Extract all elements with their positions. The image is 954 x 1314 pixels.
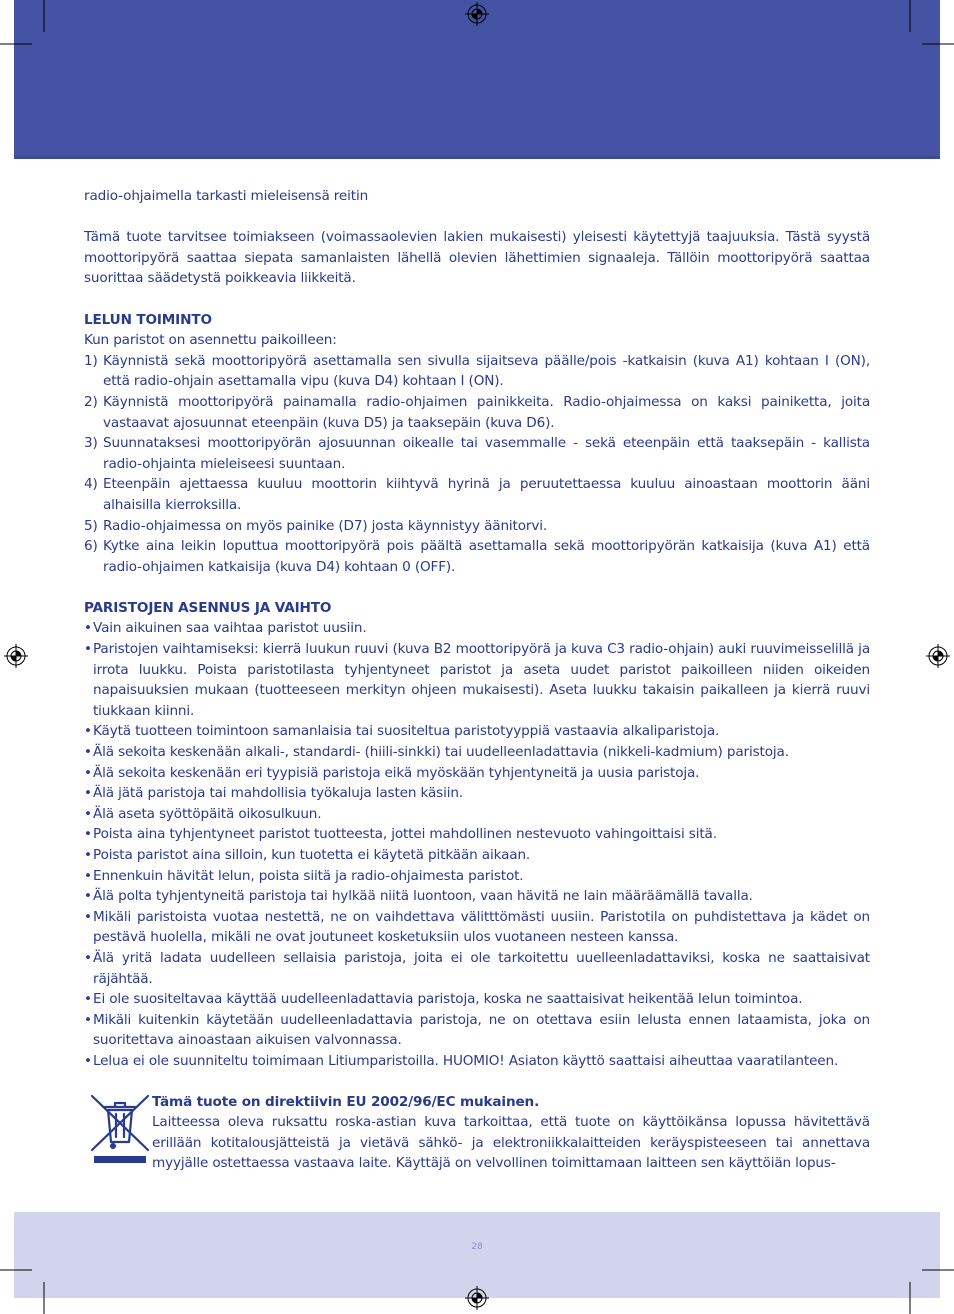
operation-step bbox=[84, 516, 870, 537]
battery-bullet: • Vain aikuinen saa vaihtaa paristot uusiin. bbox=[84, 618, 870, 639]
registration-mark-icon bbox=[465, 2, 489, 26]
operation-lead: Kun paristot on asennettu paikoilleen: bbox=[84, 332, 337, 349]
battery-bullet: • Ei ole suositeltavaa käyttää uudelleenladattavia paristoja, koska ne saattaisivat heikentää lelun toimintoa. bbox=[84, 989, 870, 1010]
battery-bullet: • Ennenkuin hävität lelun, poista siitä ja radio-ohjaimesta paristot. bbox=[84, 866, 870, 887]
step-number: 2) bbox=[84, 393, 98, 410]
operation-heading: LELUN TOIMINTO bbox=[84, 311, 212, 328]
step-text: Käynnistä sekä moottoripyörä asettamalla sen sivulla sijaitseva päälle/pois -katkaisin (kuva A1) kohtaan I (ON), että radio-ohjain asettamalla vipu (kuva D4) kohtaan I (ON). bbox=[103, 352, 870, 390]
battery-bullet: • Älä polta tyhjentyneitä paristoja tai hylkää niitä luontoon, vaan hävitä ne lain määräämällä tavalla. bbox=[84, 886, 870, 907]
registration-mark-icon bbox=[926, 644, 950, 668]
step-number: 3) bbox=[84, 435, 98, 452]
battery-bullet: • Lelua ei ole suunniteltu toimimaan Litiumparistoilla. HUOMIO! Asiaton käyttö saattaisi aiheuttaa vaaratilanteen. bbox=[84, 1051, 870, 1072]
operation-steps bbox=[84, 351, 870, 578]
battery-bullet: • Älä sekoita keskenään alkali-, standardi- (hiili-sinkki) tai uudelleenladattavia (nikkeli-kadmium) paristoja. bbox=[84, 742, 870, 763]
weee-text: Laitteessa oleva ruksattu roska-astian kuva tarkoittaa, että tuote on käyttöikänsa lopussa hävitettävä erillään kotitalousjätteistä ja vietävä sähkö- ja elektroniikkalaitteiden keräyspisteeseen tai annettava myyjälle ostettaessa vastaava laite. Käyttäjä on velvollinen toimittamaan laitteen sen käyttöiän lopus- bbox=[152, 1114, 870, 1172]
weee-heading: Tämä tuote on direktiivin EU 2002/96/EC mukainen. bbox=[152, 1093, 540, 1110]
page-number: 28 bbox=[471, 1242, 483, 1252]
operation-step bbox=[84, 392, 870, 433]
battery-bullet: • Mikäli kuitenkin käytetään uudelleenladattavia paristoja, ne on otettava esiin lelusta ennen lataamista, joka on suoritettava ainoastaan aikuisen valvonnassa. bbox=[84, 1010, 870, 1051]
battery-bullet: • Älä sekoita keskenään eri tyypisiä paristoja eikä myöskään tyhjentyneitä ja uusia paristoja. bbox=[84, 763, 870, 784]
step-text: Radio-ohjaimessa on myös painike (D7) josta käynnistyy äänitorvi. bbox=[103, 517, 548, 534]
battery-bullet: • Älä aseta syöttöpäitä oikosulkuun. bbox=[84, 804, 870, 825]
registration-mark-icon bbox=[465, 1286, 489, 1310]
step-number: 4) bbox=[84, 476, 98, 493]
batteries-heading: PARISTOJEN ASENNUS JA VAIHTO bbox=[84, 599, 332, 616]
step-text: Eteenpäin ajettaessa kuuluu moottorin kiihtyvä hyrinä ja peruutettaessa kuuluu ainoastaan moottorin ääni alhaisilla kierroksilla. bbox=[103, 476, 870, 513]
operation-step bbox=[84, 351, 870, 392]
manual-body bbox=[84, 186, 870, 1176]
step-number: 6) bbox=[84, 538, 98, 555]
battery-bullet: • Mikäli paristoista vuotaa nestettä, ne on vaihdettava välitttömästi uusiin. Paristotila on puhdistettava ja kädet on pestävä huolella, mikäli ne ovat joutuneet kosketuksiin ulos vuotaneen nesteen kanssa. bbox=[84, 907, 870, 948]
battery-bullet: • Älä yritä ladata uudelleen sellaisia paristoja, joita ei ole tarkoitettu uuelleenladattaviksi, koska ne saattaisivat räjähtää. bbox=[84, 948, 870, 989]
registration-mark-icon bbox=[4, 644, 28, 668]
battery-bullet: • Paristojen vaihtamiseksi: kierrä luukun ruuvi (kuva B2 moottoripyörä ja kuva C3 radio-ohjain) auki ruuvimeisselillä ja irrota luukku. Poista paristotilasta tyhjentyneet paristot ja aseta uudet paristot paikoilleen niiden oikeiden napaisuuksien mukaan (tuotteeseen merkityn ohjeen mukaisesti). Aseta luukku takaisin paikalleen ja kierrä ruuvi tiukkaan kiinni. bbox=[84, 639, 870, 721]
frequency-paragraph: Tämä tuote tarvitsee toimiakseen (voimassaolevien lakien mukaisesti) yleisesti käytettyjä taajuuksia. Tästä syystä moottoripyörä saattaa siepata samanlaisten lähellä olevien lähettimien signaaleja. Tällöin moottoripyörä saattaa suorittaa säädetystä poikkeavia liikkeitä. bbox=[84, 229, 870, 287]
operation-step bbox=[84, 433, 870, 474]
battery-bullets bbox=[84, 618, 870, 1071]
step-text: Käynnistä moottoripyörä painamalla radio-ohjaimen painikkeita. Radio-ohjaimessa on kaksi painiketta, joita vastaavat ajosuunnat eteenpäin (kuva D5) ja taaksepäin (kuva D6). bbox=[103, 393, 870, 431]
operation-step bbox=[84, 474, 870, 515]
weee-notice bbox=[84, 1092, 870, 1176]
operation-step bbox=[84, 536, 870, 577]
battery-bullet: • Poista aina tyhjentyneet paristot tuotteesta, jottei mahdollinen nestevuoto vahingoittaisi sitä. bbox=[84, 824, 870, 845]
intro-line: radio-ohjaimella tarkasti mieleisensä reitin bbox=[84, 188, 369, 204]
step-text: Suunnataksesi moottoripyörän ajosuunnan oikealle tai vasemmalle - sekä eteenpäin että taaksepäin - kallista radio-ohjainta mieleiseesi suuntaan. bbox=[103, 435, 870, 472]
step-text: Kytke aina leikin loputtua moottoripyörä pois päältä asettamalla sekä moottoripyörän katkaisija (kuva A1) että radio-ohjaimen katkaisija (kuva D4) kohtaan 0 (OFF). bbox=[103, 538, 870, 575]
step-number: 5) bbox=[84, 517, 98, 534]
battery-bullet: • Älä jätä paristoja tai mahdollisia työkaluja lasten käsiin. bbox=[84, 783, 870, 804]
crossed-out-wheelie-bin-icon bbox=[88, 1092, 152, 1168]
header-rule bbox=[14, 156, 940, 159]
battery-bullet: • Käytä tuotteen toimintoon samanlaisia tai suositeltua paristotyyppiä vastaavia alkaliparistoja. bbox=[84, 721, 870, 742]
step-number: 1) bbox=[84, 352, 98, 369]
battery-bullet: • Poista paristot aina silloin, kun tuotetta ei käytetä pitkään aikaan. bbox=[84, 845, 870, 866]
weee-text-block bbox=[152, 1092, 870, 1174]
